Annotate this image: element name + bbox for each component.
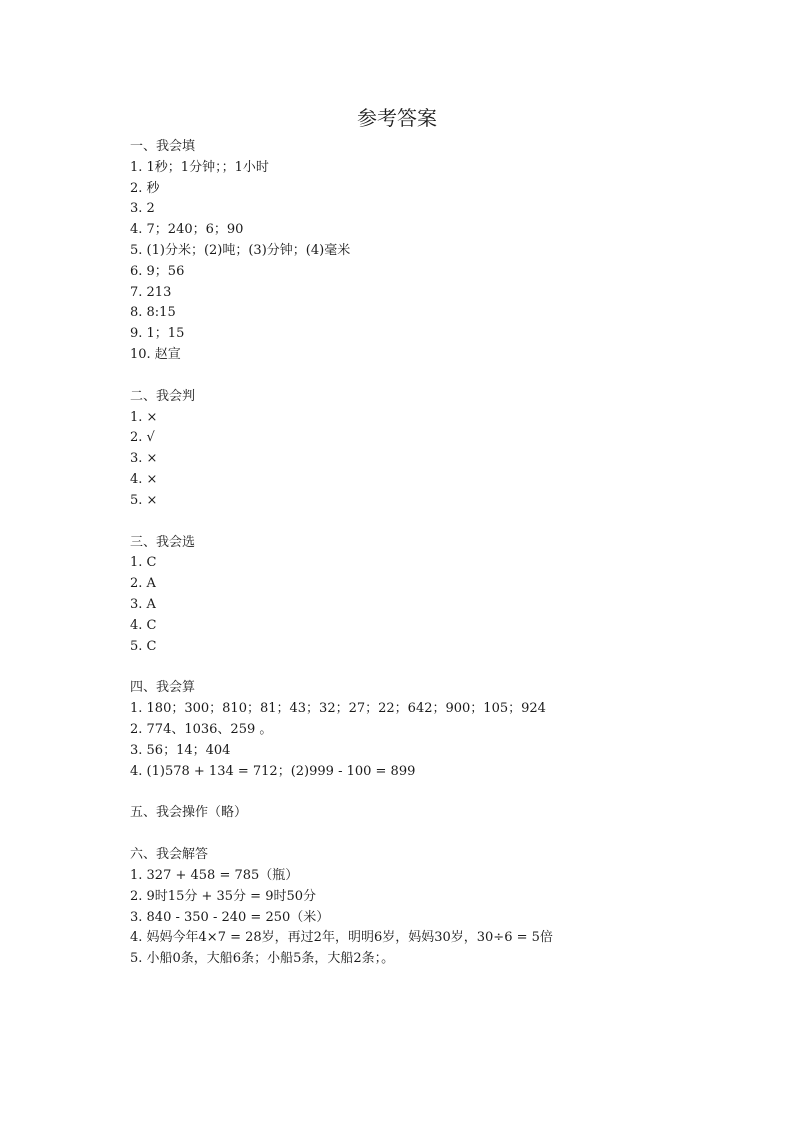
answer-line: 4. C: [130, 617, 157, 633]
section-heading: 五、我会操作（略）: [130, 805, 248, 821]
section-true-false: [130, 387, 730, 512]
answer-content: [130, 137, 730, 970]
answer-line: 5. (1)分米；(2)吨；(3)分钟；(4)毫米: [130, 242, 351, 258]
answer-line: 1. C: [130, 555, 157, 571]
answer-line: 5. ×: [130, 492, 158, 508]
page-title: 参考答案: [357, 106, 437, 130]
section-multiple-choice: [130, 533, 730, 658]
answer-line: 7. 213: [130, 284, 172, 300]
answer-line: 10. 赵宣: [130, 346, 181, 362]
answer-line: 1. 180；300；810；81；43；32；27；22；642；900；105；924: [130, 701, 546, 717]
answer-line: 2. 9时15分 + 35分 = 9时50分: [130, 888, 317, 904]
answer-line: 2. 秒: [130, 180, 160, 196]
answer-line: 8. 8:15: [130, 305, 176, 321]
answer-line: 2. √: [130, 430, 155, 446]
section-heading: 二、我会判: [130, 388, 196, 404]
answer-line: 3. ×: [130, 451, 158, 467]
answer-line: 3. 56；14；404: [130, 742, 231, 758]
answer-line: 9. 1；15: [130, 326, 185, 342]
answer-line: 1. ×: [130, 409, 158, 425]
answer-line: 3. 2: [130, 201, 155, 217]
answer-line: 6. 9；56: [130, 263, 185, 279]
section-heading: 四、我会算: [130, 680, 196, 696]
section-word-problems: [130, 845, 730, 970]
answer-line: 3. A: [130, 596, 156, 612]
answer-line: 2. 774、1036、259 。: [130, 721, 273, 737]
answer-line: 2. A: [130, 576, 156, 592]
section-operation: [130, 803, 730, 824]
answer-line: 4. 7；240；6；90: [130, 222, 244, 238]
section-heading: 一、我会填: [130, 139, 196, 154]
answer-line: 1. 1秒；1分钟；；1小时: [130, 159, 269, 175]
answer-line: 4. ×: [130, 471, 158, 487]
answer-line: 5. 小船0条，大船6条；小船5条，大船2条；。: [130, 951, 395, 967]
section-heading: 六、我会解答: [130, 847, 209, 863]
section-heading: 三、我会选: [130, 534, 196, 550]
section-calculation: [130, 678, 730, 782]
answer-line: 5. C: [130, 638, 157, 654]
section-fill-in: [130, 137, 730, 366]
answer-line: 4. (1)578 + 134 = 712；(2)999 - 100 = 899: [130, 763, 416, 779]
answer-line: 1. 327 + 458 = 785（瓶）: [130, 867, 299, 883]
answer-line: 4. 妈妈今年4×7 = 28岁，再过2年，明明6岁，妈妈30岁，30÷6 = 5倍: [130, 930, 553, 946]
answer-line: 3. 840 - 350 - 240 = 250（米）: [130, 909, 330, 925]
